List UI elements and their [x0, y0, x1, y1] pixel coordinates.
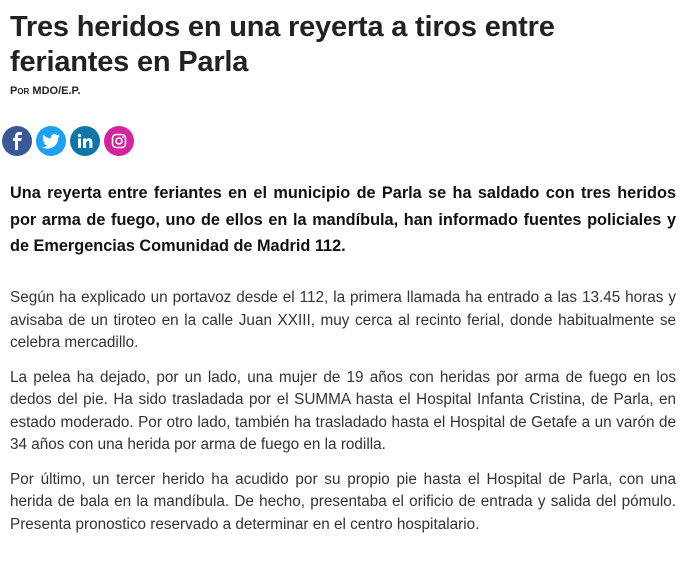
social-share-bar	[2, 126, 134, 156]
article-header	[10, 10, 676, 98]
instagram-icon[interactable]	[104, 126, 134, 156]
body-paragraph: Por último, un tercer herido ha acudido por su propio pie hasta el Hospital de Parla, con una herida de bala en la mandíbula. De hecho, presentaba el orificio de entrada y salida del pómulo. Presenta pronostico reservado a determinar en el centro hospitalario.	[10, 470, 676, 533]
body-paragraph: Según ha explicado un portavoz desde el 112, la primera llamada ha entrado a las 13.45 horas y avisaba de un tiroteo en la calle Juan XXIII, muy cerca al recinto ferial, donde habitualmente se celebra mercadillo.	[10, 289, 676, 351]
linkedin-icon[interactable]	[70, 126, 100, 156]
article-title: Tres heridos en una reyerta a tiros entre feriantes en Parla	[10, 11, 555, 78]
body-paragraph: La pelea ha dejado, por un lado, una mujer de 19 años con heridas por arma de fuego en los dedos del pie. Ha sido trasladada por el SUMMA hasta el Hospital Infanta Cristina, de Parla, en estado moderado. Por otro lado, también ha trasladado hasta el Hospital de Getafe a un varón de 34 años con una herida por arma de fuego en la rodilla.	[10, 368, 676, 453]
article-body	[10, 287, 676, 548]
byline	[10, 84, 676, 98]
byline-prefix: Por	[10, 85, 30, 97]
twitter-icon[interactable]	[36, 126, 66, 156]
article-lead: Una reyerta entre feriantes en el municipio de Parla se ha saldado con tres heridos por arma de fuego, uno de ellos en la mandíbula, han informado fuentes policiales y de Emergencias Comunidad de Madrid 112.	[10, 184, 676, 255]
byline-author[interactable]: MDO/E.P.	[32, 85, 81, 97]
facebook-icon[interactable]	[2, 126, 32, 156]
